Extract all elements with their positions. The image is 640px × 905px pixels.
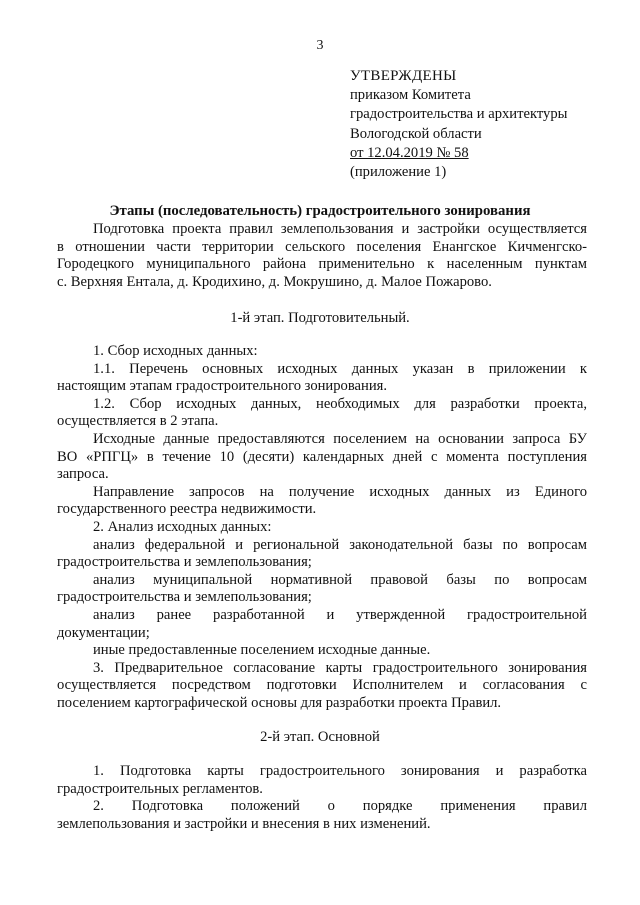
text-line: документации;: [57, 624, 150, 641]
text-line: осуществляется посредством подготовки Исполнителем и согласования с: [57, 677, 587, 694]
intro-paragraph: [57, 221, 587, 291]
approval-line: Вологодской области: [350, 125, 482, 142]
text-line: осуществляется в 2 этапа.: [57, 413, 219, 430]
text-line: запроса.: [57, 466, 109, 483]
stage1-body: [57, 343, 587, 712]
text-line: иные предоставленные поселением исходные данные.: [93, 642, 431, 659]
text-line: Исходные данные предоставляются поселением на основании запроса БУ: [93, 430, 587, 447]
text-line: Подготовка проекта правил землепользования и застройки осуществляется: [93, 221, 587, 237]
approval-order-number: от 12.04.2019 № 58: [350, 144, 469, 161]
text-line: градостроительных регламентов.: [57, 780, 263, 797]
approval-block: [350, 67, 620, 182]
approval-line: приказом Комитета: [350, 87, 471, 104]
text-line: градостроительства и землепользования;: [57, 554, 312, 571]
approval-title: УТВЕРЖДЕНЫ: [350, 68, 457, 84]
stage2-heading: 2-й этап. Основной: [260, 729, 380, 745]
text-line: 2. Анализ исходных данных:: [93, 518, 272, 535]
text-line: анализ ранее разработанной и утвержденной градостроительной: [93, 606, 587, 623]
text-line: 3. Предварительное согласование карты градостроительного зонирования: [93, 659, 587, 676]
text-line: поселением картографической основы для разработки проекта Правил.: [57, 694, 502, 711]
text-line: градостроительства и землепользования;: [57, 589, 312, 606]
text-line: 1. Подготовка карты градостроительного зонирования и разработка: [93, 763, 587, 779]
approval-line: (приложение 1): [350, 164, 447, 181]
text-line: 1.2. Сбор исходных данных, необходимых для разработки проекта,: [93, 395, 587, 412]
text-line: Направление запросов на получение исходных данных из Единого: [93, 483, 587, 500]
text-line: государственного реестра недвижимости.: [57, 501, 317, 518]
main-heading: Этапы (последовательность) градостроительного зонирования: [109, 203, 531, 219]
approval-line: градостроительства и архитектуры: [350, 106, 568, 123]
text-line: Городецкого муниципального района применительно к населенным пунктам: [57, 256, 587, 273]
page-number: 3: [316, 38, 324, 53]
text-line: землепользования и застройки и внесения в них изменений.: [57, 815, 431, 832]
text-line: в отношении части территории сельского поселения Енангское Кичменгско-: [57, 238, 587, 255]
text-line: анализ муниципальной нормативной правовой базы по вопросам: [93, 571, 587, 588]
text-line: ВО «РПГЦ» в течение 10 (десяти) календарных дней с момента поступления: [57, 448, 587, 465]
text-line: анализ федеральной и региональной законодательной базы по вопросам: [93, 536, 587, 553]
text-line: с. Верхняя Ентала, д. Кродихино, д. Мокрушино, д. Малое Пожарово.: [57, 273, 492, 290]
text-line: 2. Подготовка положений о порядке применения правил: [93, 798, 587, 815]
text-line: 1.1. Перечень основных исходных данных указан в приложении к: [93, 360, 587, 377]
text-line: 1. Сбор исходных данных:: [93, 343, 258, 359]
stage1-heading: 1-й этап. Подготовительный.: [230, 310, 410, 326]
stage2-body: [57, 763, 587, 833]
text-line: настоящим этапам градостроительного зонирования.: [57, 378, 387, 395]
